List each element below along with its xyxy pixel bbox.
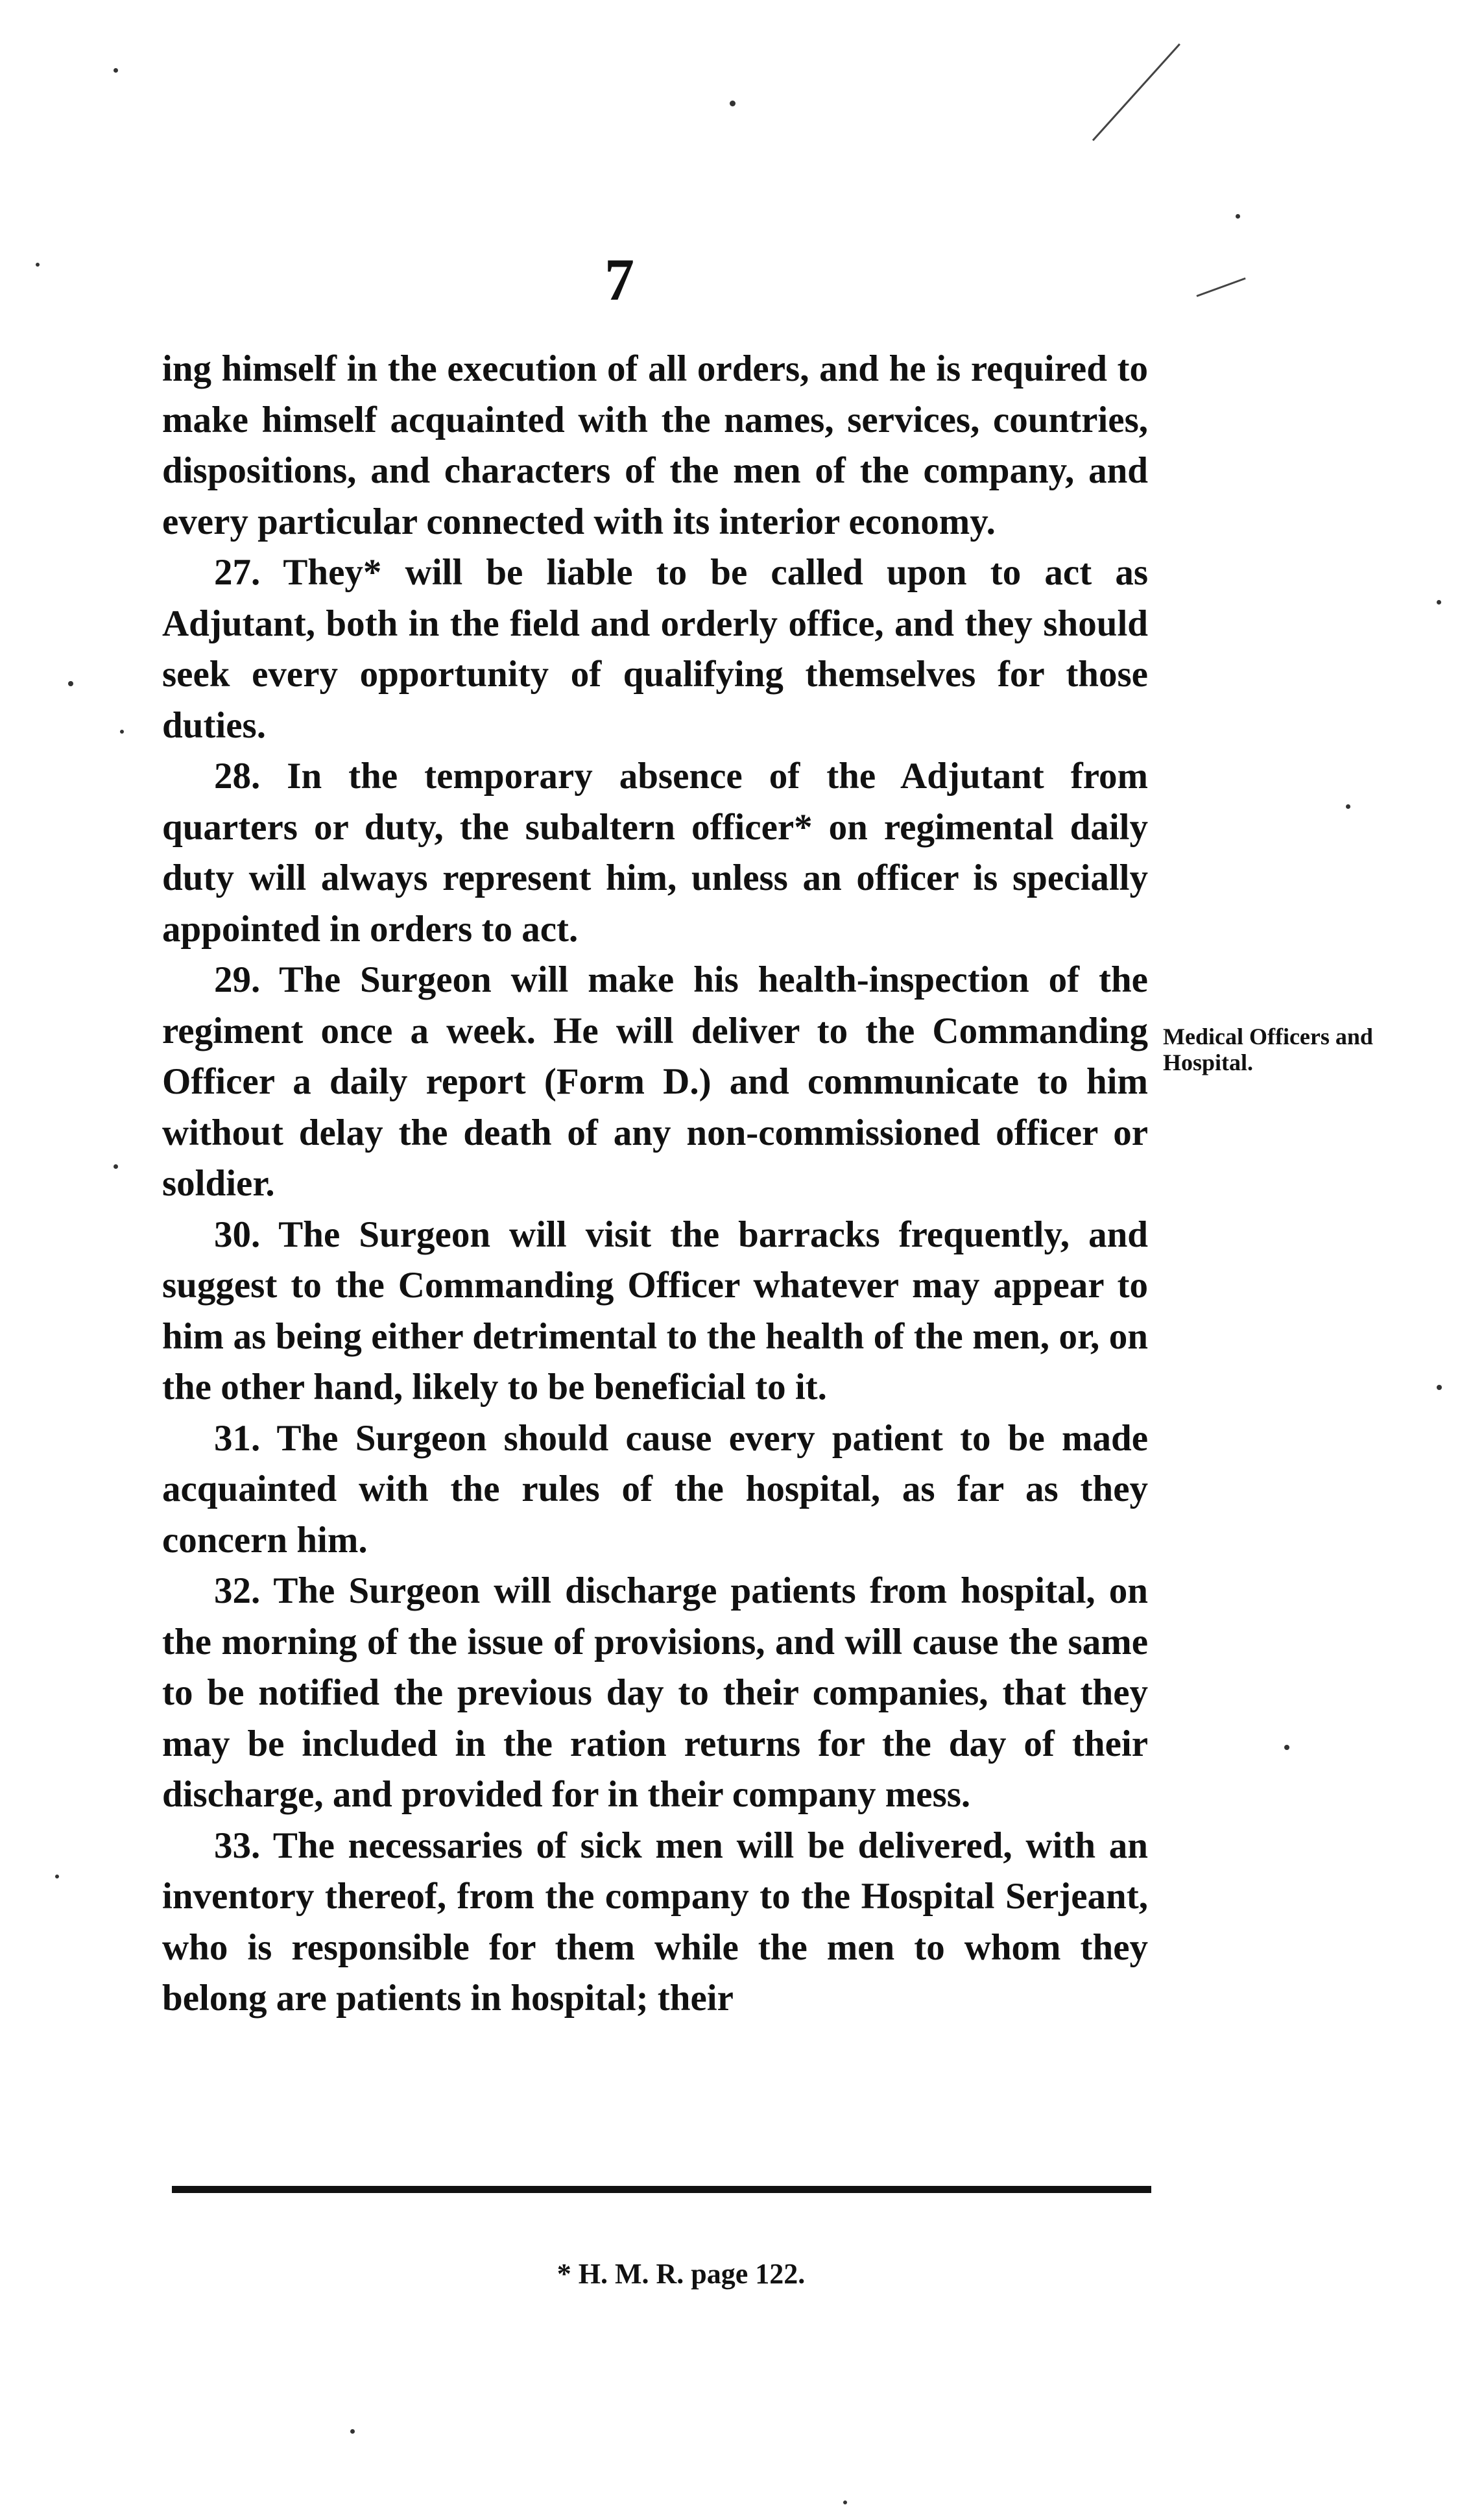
scan-speck bbox=[68, 681, 73, 686]
paragraph-31: 31. The Surgeon should cause every patient to be made acquainted with the rules of the hospital, as far as they concern him. bbox=[162, 1417, 1148, 1561]
scan-speck bbox=[120, 730, 124, 734]
scan-speck bbox=[55, 1875, 59, 1878]
paragraph-27: 27. They* will be liable to be called upon to act as Adjutant, both in the field and orderly office, and they should seek every opportunity of qualifying themselves for those duties. bbox=[162, 552, 1148, 746]
scan-speck bbox=[114, 68, 118, 73]
scan-speck bbox=[1284, 1745, 1289, 1750]
scan-mark bbox=[1092, 43, 1180, 141]
scan-speck bbox=[1346, 804, 1350, 809]
paragraph-29: 29. The Surgeon will make his health-inspection of the regiment once a week. He will deliver to the Commanding Officer a daily report (Form D.) and communicate to him without delay the death of any non-commissioned officer or soldier. bbox=[162, 959, 1148, 1204]
scan-mark bbox=[1196, 278, 1245, 297]
scan-speck bbox=[843, 2500, 847, 2504]
paragraph-28: 28. In the temporary absence of the Adjutant from quarters or duty, the subaltern officer* on regimental daily duty will always represent him, unless an officer is specially appointed in orders to act. bbox=[162, 756, 1148, 950]
footnote: * H. M. R. page 122. bbox=[556, 2258, 806, 2290]
footnote-rule bbox=[172, 2186, 1151, 2193]
paragraph-30: 30. The Surgeon will visit the barracks frequently, and suggest to the Commanding Officer whatever may appear to him as being either detrimental to the health of the men, or, on the other hand, likely to be beneficial to it. bbox=[162, 1214, 1148, 1408]
page-number: 7 bbox=[604, 246, 634, 313]
scan-speck bbox=[114, 1164, 118, 1169]
scan-speck bbox=[730, 101, 736, 106]
scan-speck bbox=[1437, 600, 1441, 605]
scan-speck bbox=[1236, 214, 1240, 219]
paragraph-32: 32. The Surgeon will discharge patients from hospital, on the morning of the issue of provisions, and will cause the same to be notified the previous day to their companies, that they may be included in the ration returns for the day of their discharge, and provided for in their company mess. bbox=[162, 1570, 1148, 1815]
margin-note: Medical Officers and Hospital. bbox=[1163, 1024, 1373, 1075]
scan-speck bbox=[36, 263, 40, 267]
scan-speck bbox=[1437, 1385, 1442, 1390]
body-text bbox=[162, 344, 1148, 2024]
paragraph-33: 33. The necessaries of sick men will be delivered, with an inventory thereof, from the company to the Hospital Serjeant, who is responsible for them while the men to whom they belong are patients in hospital; their bbox=[162, 1825, 1148, 2019]
scan-speck bbox=[350, 2429, 355, 2434]
paragraph-continuation: ing himself in the execution of all orders, and he is required to make himself acquainted with the names, services, countries, dispositions, and characters of the men of the company, and every particular connected with its interior economy. bbox=[162, 348, 1148, 542]
